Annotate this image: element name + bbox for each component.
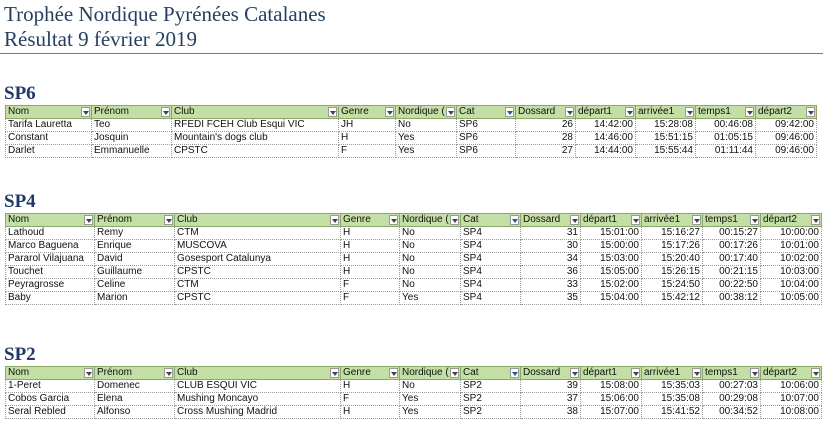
column-header-arrivee1 bbox=[642, 214, 703, 227]
cell-club[interactable]: CLUB ESQUI VIC bbox=[175, 380, 341, 393]
cell-arrivee1[interactable]: 15:55:44 bbox=[636, 145, 696, 158]
cell-cat[interactable]: SP6 bbox=[457, 145, 516, 158]
column-header-label: Nordique ( bbox=[402, 367, 449, 378]
filter-active-icon[interactable] bbox=[510, 215, 519, 225]
column-header-label: Genre bbox=[341, 106, 369, 117]
cell-prenom[interactable]: Josquin bbox=[92, 132, 172, 145]
filter-dropdown-icon[interactable] bbox=[385, 107, 394, 117]
column-header-nom bbox=[6, 106, 92, 119]
column-header-label: Club bbox=[177, 214, 198, 225]
column-header-club bbox=[175, 367, 341, 380]
cell-nordique[interactable]: No bbox=[400, 227, 461, 240]
cell-cat[interactable]: SP4 bbox=[461, 292, 521, 305]
cell-arrivee1[interactable]: 15:35:03 bbox=[642, 380, 703, 393]
filter-dropdown-icon[interactable] bbox=[161, 107, 170, 117]
cell-temps1[interactable]: 00:34:52 bbox=[703, 406, 761, 419]
cell-dossard[interactable]: 39 bbox=[521, 380, 581, 393]
cell-nordique[interactable]: Yes bbox=[400, 406, 461, 419]
cell-cat[interactable]: SP6 bbox=[457, 132, 516, 145]
cell-genre[interactable]: H bbox=[339, 132, 396, 145]
cell-arrivee1[interactable]: 15:17:26 bbox=[642, 240, 703, 253]
cell-depart2[interactable]: 10:06:00 bbox=[761, 380, 822, 393]
filter-dropdown-icon[interactable] bbox=[570, 215, 579, 225]
cell-dossard[interactable]: 33 bbox=[521, 279, 581, 292]
column-header-temps1 bbox=[703, 214, 761, 227]
column-header-nordique bbox=[396, 106, 457, 119]
cell-depart2[interactable]: 10:00:00 bbox=[761, 227, 822, 240]
cell-temps1[interactable]: 00:21:15 bbox=[703, 266, 761, 279]
cell-club[interactable]: Gosesport Catalunya bbox=[175, 253, 341, 266]
column-header-label: Nom bbox=[8, 106, 30, 117]
cell-genre[interactable]: F bbox=[341, 393, 400, 406]
filter-dropdown-icon[interactable] bbox=[164, 215, 173, 225]
table-row bbox=[6, 119, 817, 132]
cell-temps1[interactable]: 00:29:08 bbox=[703, 393, 761, 406]
column-header-depart2 bbox=[761, 214, 822, 227]
table-row bbox=[6, 145, 817, 158]
column-header-label: Nordique ( bbox=[398, 106, 445, 117]
filter-dropdown-icon[interactable] bbox=[685, 107, 694, 117]
cell-arrivee1[interactable]: 15:41:52 bbox=[642, 406, 703, 419]
cell-genre[interactable]: F bbox=[341, 292, 400, 305]
column-header-label: Cat bbox=[463, 214, 479, 225]
cell-dossard[interactable]: 28 bbox=[516, 132, 576, 145]
table-row bbox=[6, 292, 822, 305]
cell-cat[interactable]: SP4 bbox=[461, 253, 521, 266]
column-header-label: départ2 bbox=[758, 106, 792, 117]
column-header-depart1 bbox=[581, 367, 642, 380]
cell-nom[interactable]: 1-Peret bbox=[6, 380, 95, 393]
cell-dossard[interactable]: 26 bbox=[516, 119, 576, 132]
column-header-label: départ1 bbox=[583, 214, 617, 225]
cell-genre[interactable]: H bbox=[341, 406, 400, 419]
cell-club[interactable]: RFEDI FCEH Club Esqui VIC bbox=[172, 119, 339, 132]
cell-cat[interactable]: SP2 bbox=[461, 406, 521, 419]
filter-dropdown-icon[interactable] bbox=[328, 107, 337, 117]
cell-club[interactable]: CTM bbox=[175, 279, 341, 292]
filter-dropdown-icon[interactable] bbox=[330, 368, 339, 378]
filter-active-icon[interactable] bbox=[505, 107, 514, 117]
filter-dropdown-icon[interactable] bbox=[625, 107, 634, 117]
cell-temps1[interactable]: 00:22:50 bbox=[703, 279, 761, 292]
cell-prenom[interactable]: David bbox=[95, 253, 175, 266]
cell-nom[interactable]: Lathoud bbox=[6, 227, 95, 240]
cell-temps1[interactable]: 00:17:40 bbox=[703, 253, 761, 266]
column-header-cat bbox=[457, 106, 516, 119]
cell-nom[interactable]: Tarifa Lauretta bbox=[6, 119, 92, 132]
cell-genre[interactable]: H bbox=[341, 240, 400, 253]
cell-club[interactable]: CPSTC bbox=[175, 266, 341, 279]
cell-prenom[interactable]: Elena bbox=[95, 393, 175, 406]
results-table-sp6 bbox=[5, 105, 817, 158]
cell-genre[interactable]: H bbox=[341, 253, 400, 266]
column-header-dossard bbox=[516, 106, 576, 119]
cell-nom[interactable]: Marco Baguena bbox=[6, 240, 95, 253]
cell-depart1[interactable]: 14:46:00 bbox=[576, 132, 636, 145]
cell-nordique[interactable]: Yes bbox=[400, 393, 461, 406]
cell-temps1[interactable]: 00:17:26 bbox=[703, 240, 761, 253]
cell-depart1[interactable]: 15:01:00 bbox=[581, 227, 642, 240]
filter-dropdown-icon[interactable] bbox=[565, 107, 574, 117]
filter-dropdown-icon[interactable] bbox=[631, 368, 640, 378]
section-title-sp6: SP6 bbox=[4, 83, 36, 104]
cell-depart1[interactable]: 15:06:00 bbox=[581, 393, 642, 406]
cell-depart2[interactable]: 10:04:00 bbox=[761, 279, 822, 292]
column-header-label: Nom bbox=[8, 367, 30, 378]
filter-dropdown-icon[interactable] bbox=[570, 368, 579, 378]
column-header-depart1 bbox=[581, 214, 642, 227]
column-header-label: temps1 bbox=[698, 106, 731, 117]
filter-dropdown-icon[interactable] bbox=[811, 215, 820, 225]
cell-club[interactable]: CPSTC bbox=[175, 292, 341, 305]
cell-depart1[interactable]: 15:04:00 bbox=[581, 292, 642, 305]
column-header-label: temps1 bbox=[705, 367, 738, 378]
cell-nom[interactable]: Pararol Vilajuana bbox=[6, 253, 95, 266]
column-header-nordique bbox=[400, 367, 461, 380]
column-header-label: Prénom bbox=[97, 367, 133, 378]
column-header-arrivee1 bbox=[642, 367, 703, 380]
cell-genre[interactable]: H bbox=[341, 380, 400, 393]
cell-prenom[interactable]: Remy bbox=[95, 227, 175, 240]
column-header-nordique bbox=[400, 214, 461, 227]
filter-dropdown-icon[interactable] bbox=[750, 368, 759, 378]
table-row bbox=[6, 253, 822, 266]
cell-depart1[interactable]: 14:44:00 bbox=[576, 145, 636, 158]
cell-nordique[interactable]: Yes bbox=[396, 132, 457, 145]
table-row bbox=[6, 279, 822, 292]
cell-arrivee1[interactable]: 15:20:40 bbox=[642, 253, 703, 266]
cell-prenom[interactable]: Domenec bbox=[95, 380, 175, 393]
cell-depart2[interactable]: 09:46:00 bbox=[756, 132, 817, 145]
column-header-label: départ2 bbox=[763, 214, 797, 225]
cell-cat[interactable]: SP4 bbox=[461, 227, 521, 240]
column-header-nom bbox=[6, 367, 95, 380]
column-header-prenom bbox=[95, 214, 175, 227]
column-header-label: Nordique ( bbox=[402, 214, 449, 225]
cell-depart2[interactable]: 10:07:00 bbox=[761, 393, 822, 406]
cell-depart2[interactable]: 10:08:00 bbox=[761, 406, 822, 419]
cell-nordique[interactable]: No bbox=[400, 266, 461, 279]
cell-prenom[interactable]: Teo bbox=[92, 119, 172, 132]
cell-cat[interactable]: SP6 bbox=[457, 119, 516, 132]
column-header-depart2 bbox=[761, 367, 822, 380]
column-header-temps1 bbox=[696, 106, 756, 119]
cell-nordique[interactable]: Yes bbox=[396, 145, 457, 158]
cell-genre[interactable]: JH bbox=[339, 119, 396, 132]
cell-depart1[interactable]: 15:00:00 bbox=[581, 240, 642, 253]
cell-arrivee1[interactable]: 15:26:15 bbox=[642, 266, 703, 279]
cell-temps1[interactable]: 00:15:27 bbox=[703, 227, 761, 240]
cell-depart2[interactable]: 10:01:00 bbox=[761, 240, 822, 253]
cell-depart1[interactable]: 15:08:00 bbox=[581, 380, 642, 393]
filter-dropdown-icon[interactable] bbox=[692, 368, 701, 378]
table-row bbox=[6, 380, 822, 393]
column-header-label: départ1 bbox=[578, 106, 612, 117]
column-header-prenom bbox=[92, 106, 172, 119]
cell-dossard[interactable]: 30 bbox=[521, 240, 581, 253]
filter-dropdown-icon[interactable] bbox=[745, 107, 754, 117]
header-row bbox=[6, 367, 822, 380]
column-header-label: temps1 bbox=[705, 214, 738, 225]
cell-dossard[interactable]: 31 bbox=[521, 227, 581, 240]
cell-arrivee1[interactable]: 15:16:27 bbox=[642, 227, 703, 240]
results-table-sp4 bbox=[5, 213, 822, 305]
cell-nordique[interactable]: No bbox=[400, 380, 461, 393]
table-row bbox=[6, 406, 822, 419]
column-header-dossard bbox=[521, 367, 581, 380]
filter-active-icon[interactable] bbox=[510, 368, 519, 378]
column-header-label: Genre bbox=[343, 367, 371, 378]
cell-depart2[interactable]: 09:42:00 bbox=[756, 119, 817, 132]
cell-arrivee1[interactable]: 15:42:12 bbox=[642, 292, 703, 305]
cell-dossard[interactable]: 37 bbox=[521, 393, 581, 406]
title-underline bbox=[0, 53, 823, 54]
cell-nordique[interactable]: No bbox=[400, 253, 461, 266]
column-header-label: Club bbox=[177, 367, 198, 378]
cell-temps1[interactable]: 01:11:44 bbox=[696, 145, 756, 158]
filter-dropdown-icon[interactable] bbox=[450, 215, 459, 225]
filter-dropdown-icon[interactable] bbox=[631, 215, 640, 225]
cell-dossard[interactable]: 36 bbox=[521, 266, 581, 279]
cell-depart2[interactable]: 10:02:00 bbox=[761, 253, 822, 266]
cell-arrivee1[interactable]: 15:24:50 bbox=[642, 279, 703, 292]
column-header-label: Dossard bbox=[523, 214, 561, 225]
cell-depart2[interactable]: 10:05:00 bbox=[761, 292, 822, 305]
cell-temps1[interactable]: 01:05:15 bbox=[696, 132, 756, 145]
cell-depart1[interactable]: 15:07:00 bbox=[581, 406, 642, 419]
filter-dropdown-icon[interactable] bbox=[811, 368, 820, 378]
cell-temps1[interactable]: 00:38:12 bbox=[703, 292, 761, 305]
cell-nom[interactable]: Darlet bbox=[6, 145, 92, 158]
column-header-label: départ1 bbox=[583, 367, 617, 378]
column-header-genre bbox=[339, 106, 396, 119]
table-row bbox=[6, 132, 817, 145]
filter-dropdown-icon[interactable] bbox=[806, 107, 815, 117]
table-row bbox=[6, 227, 822, 240]
column-header-label: arrivée1 bbox=[644, 214, 681, 225]
cell-temps1[interactable]: 00:27:03 bbox=[703, 380, 761, 393]
cell-temps1[interactable]: 00:46:08 bbox=[696, 119, 756, 132]
cell-nordique[interactable]: No bbox=[400, 279, 461, 292]
cell-genre[interactable]: H bbox=[341, 266, 400, 279]
column-header-label: Prénom bbox=[94, 106, 130, 117]
filter-dropdown-icon[interactable] bbox=[750, 215, 759, 225]
column-header-depart1 bbox=[576, 106, 636, 119]
column-header-arrivee1 bbox=[636, 106, 696, 119]
cell-club[interactable]: Mushing Moncayo bbox=[175, 393, 341, 406]
cell-arrivee1[interactable]: 15:35:08 bbox=[642, 393, 703, 406]
cell-genre[interactable]: H bbox=[341, 227, 400, 240]
cell-nom[interactable]: Peyragrosse bbox=[6, 279, 95, 292]
column-header-label: Cat bbox=[463, 367, 479, 378]
cell-club[interactable]: CTM bbox=[175, 227, 341, 240]
cell-cat[interactable]: SP2 bbox=[461, 380, 521, 393]
cell-genre[interactable]: F bbox=[341, 279, 400, 292]
cell-nom[interactable]: Touchet bbox=[6, 266, 95, 279]
column-header-prenom bbox=[95, 367, 175, 380]
results-table-sp2 bbox=[5, 366, 822, 419]
cell-dossard[interactable]: 27 bbox=[516, 145, 576, 158]
column-header-temps1 bbox=[703, 367, 761, 380]
column-header-label: Nom bbox=[8, 214, 30, 225]
filter-dropdown-icon[interactable] bbox=[330, 215, 339, 225]
filter-dropdown-icon[interactable] bbox=[81, 107, 90, 117]
filter-dropdown-icon[interactable] bbox=[164, 368, 173, 378]
section-title-sp2: SP2 bbox=[4, 344, 36, 365]
cell-prenom[interactable]: Celine bbox=[95, 279, 175, 292]
cell-genre[interactable]: F bbox=[339, 145, 396, 158]
page-subtitle: Résultat 9 février 2019 bbox=[4, 27, 198, 51]
cell-club[interactable]: MUSCOVA bbox=[175, 240, 341, 253]
column-header-cat bbox=[461, 214, 521, 227]
filter-dropdown-icon[interactable] bbox=[389, 215, 398, 225]
cell-depart1[interactable]: 15:03:00 bbox=[581, 253, 642, 266]
cell-cat[interactable]: SP4 bbox=[461, 279, 521, 292]
cell-club[interactable]: Mountain's dogs club bbox=[172, 132, 339, 145]
column-header-label: Dossard bbox=[518, 106, 556, 117]
column-header-label: arrivée1 bbox=[644, 367, 681, 378]
cell-dossard[interactable]: 35 bbox=[521, 292, 581, 305]
column-header-label: Genre bbox=[343, 214, 371, 225]
cell-depart1[interactable]: 14:42:00 bbox=[576, 119, 636, 132]
filter-dropdown-icon[interactable] bbox=[84, 215, 93, 225]
cell-prenom[interactable]: Enrique bbox=[95, 240, 175, 253]
column-header-label: départ2 bbox=[763, 367, 797, 378]
cell-dossard[interactable]: 34 bbox=[521, 253, 581, 266]
cell-cat[interactable]: SP4 bbox=[461, 266, 521, 279]
section-title-sp4: SP4 bbox=[4, 191, 36, 212]
cell-nom[interactable]: Constant bbox=[6, 132, 92, 145]
table-row bbox=[6, 393, 822, 406]
cell-depart1[interactable]: 15:05:00 bbox=[581, 266, 642, 279]
column-header-club bbox=[172, 106, 339, 119]
cell-nom[interactable]: Seral Rebled bbox=[6, 406, 95, 419]
cell-depart1[interactable]: 15:02:00 bbox=[581, 279, 642, 292]
header-row bbox=[6, 106, 817, 119]
column-header-label: Dossard bbox=[523, 367, 561, 378]
page-title: Trophée Nordique Pyrénées Catalanes bbox=[4, 2, 326, 26]
column-header-club bbox=[175, 214, 341, 227]
cell-dossard[interactable]: 38 bbox=[521, 406, 581, 419]
column-header-label: Cat bbox=[459, 106, 475, 117]
column-header-cat bbox=[461, 367, 521, 380]
table-row bbox=[6, 240, 822, 253]
column-header-genre bbox=[341, 367, 400, 380]
cell-nom[interactable]: Cobos Garcia bbox=[6, 393, 95, 406]
cell-prenom[interactable]: Marion bbox=[95, 292, 175, 305]
column-header-genre bbox=[341, 214, 400, 227]
column-header-label: Club bbox=[174, 106, 195, 117]
cell-nom[interactable]: Baby bbox=[6, 292, 95, 305]
cell-nordique[interactable]: No bbox=[400, 240, 461, 253]
column-header-depart2 bbox=[756, 106, 817, 119]
cell-arrivee1[interactable]: 15:28:08 bbox=[636, 119, 696, 132]
cell-arrivee1[interactable]: 15:51:15 bbox=[636, 132, 696, 145]
table-row bbox=[6, 266, 822, 279]
column-header-label: Prénom bbox=[97, 214, 133, 225]
cell-prenom[interactable]: Guillaume bbox=[95, 266, 175, 279]
header-row bbox=[6, 214, 822, 227]
filter-dropdown-icon[interactable] bbox=[450, 368, 459, 378]
cell-prenom[interactable]: Alfonso bbox=[95, 406, 175, 419]
column-header-nom bbox=[6, 214, 95, 227]
cell-prenom[interactable]: Emmanuelle bbox=[92, 145, 172, 158]
cell-cat[interactable]: SP4 bbox=[461, 240, 521, 253]
cell-club[interactable]: CPSTC bbox=[172, 145, 339, 158]
cell-cat[interactable]: SP2 bbox=[461, 393, 521, 406]
filter-dropdown-icon[interactable] bbox=[389, 368, 398, 378]
filter-dropdown-icon[interactable] bbox=[84, 368, 93, 378]
column-header-dossard bbox=[521, 214, 581, 227]
filter-dropdown-icon[interactable] bbox=[692, 215, 701, 225]
filter-dropdown-icon[interactable] bbox=[446, 107, 455, 117]
cell-nordique[interactable]: Yes bbox=[400, 292, 461, 305]
cell-depart2[interactable]: 09:46:00 bbox=[756, 145, 817, 158]
cell-depart2[interactable]: 10:03:00 bbox=[761, 266, 822, 279]
column-header-label: arrivée1 bbox=[638, 106, 675, 117]
cell-nordique[interactable]: No bbox=[396, 119, 457, 132]
cell-club[interactable]: Cross Mushing Madrid bbox=[175, 406, 341, 419]
